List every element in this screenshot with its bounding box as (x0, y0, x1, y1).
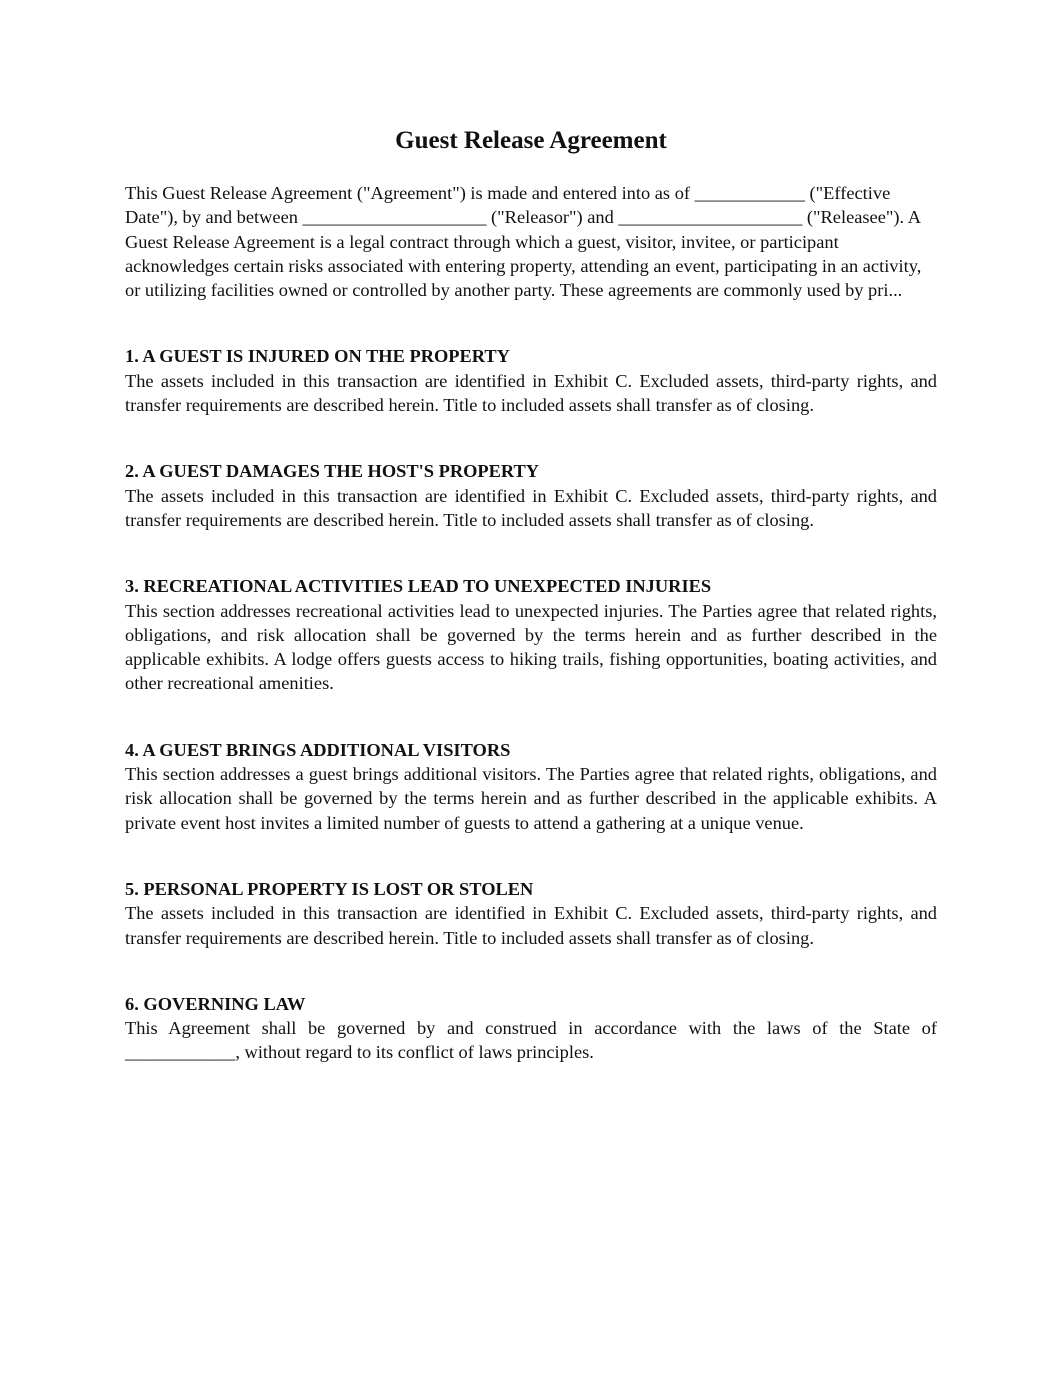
section-body: This section addresses recreational activities lead to unexpected injuries. The Parties agree that related rights, obligations, and risk allocation shall be governed by the terms herein and as further described in the applicable exhibits. A lodge offers guests access to hiking trails, fishing opportunities, boating activities, and other recreational amenities. (125, 600, 937, 694)
section-3 (125, 574, 937, 695)
section-4 (125, 738, 937, 835)
section-heading: 6. GOVERNING LAW (125, 993, 306, 1014)
section-body: The assets included in this transaction are identified in Exhibit C. Excluded assets, third-party rights, and transfer requirements are described herein. Title to included assets shall transfer as of closing. (125, 485, 937, 530)
section-5 (125, 877, 937, 950)
section-body: This Agreement shall be governed by and construed in accordance with the laws of the State of ____________, without regard to its conflict of laws principles. (125, 1018, 937, 1063)
section-body: This section addresses a guest brings additional visitors. The Parties agree that related rights, obligations, and risk allocation shall be governed by the terms herein and as further described in the applicable exhibits. A private event host invites a limited number of guests to attend a gathering at a unique venue. (125, 764, 937, 833)
section-body: The assets included in this transaction are identified in Exhibit C. Excluded assets, third-party rights, and transfer requirements are described herein. Title to included assets shall transfer as of closing. (125, 370, 937, 416)
section-heading: 4. A GUEST BRINGS ADDITIONAL VISITORS (125, 739, 511, 760)
document-title: Guest Release Agreement (395, 127, 667, 154)
section-heading: 2. A GUEST DAMAGES THE HOST'S PROPERTY (125, 461, 540, 482)
section-1 (125, 344, 937, 417)
intro-paragraph: This Guest Release Agreement ("Agreement") is made and entered into as of ____________ ("Effective Date"), by and between ____________________ ("Releasor") and ____________________ ("Releasee"). A Guest Release Agreement is a legal contract through which a guest, visitor, invitee, or participant acknowledges certain risks associated with entering property, attending an event, participating in an activity, or utilizing facilities owned or controlled by another party. These agreements are commonly used by pri... (125, 183, 922, 301)
document-page (125, 125, 937, 1065)
section-heading: 5. PERSONAL PROPERTY IS LOST OR STOLEN (125, 878, 534, 899)
section-heading: 3. RECREATIONAL ACTIVITIES LEAD TO UNEXPECTED INJURIES (125, 576, 712, 597)
section-body: The assets included in this transaction are identified in Exhibit C. Excluded assets, third-party rights, and transfer requirements are described herein. Title to included assets shall transfer as of closing. (125, 903, 937, 948)
section-6 (125, 992, 937, 1065)
section-2 (125, 459, 937, 532)
section-heading: 1. A GUEST IS INJURED ON THE PROPERTY (125, 346, 510, 367)
